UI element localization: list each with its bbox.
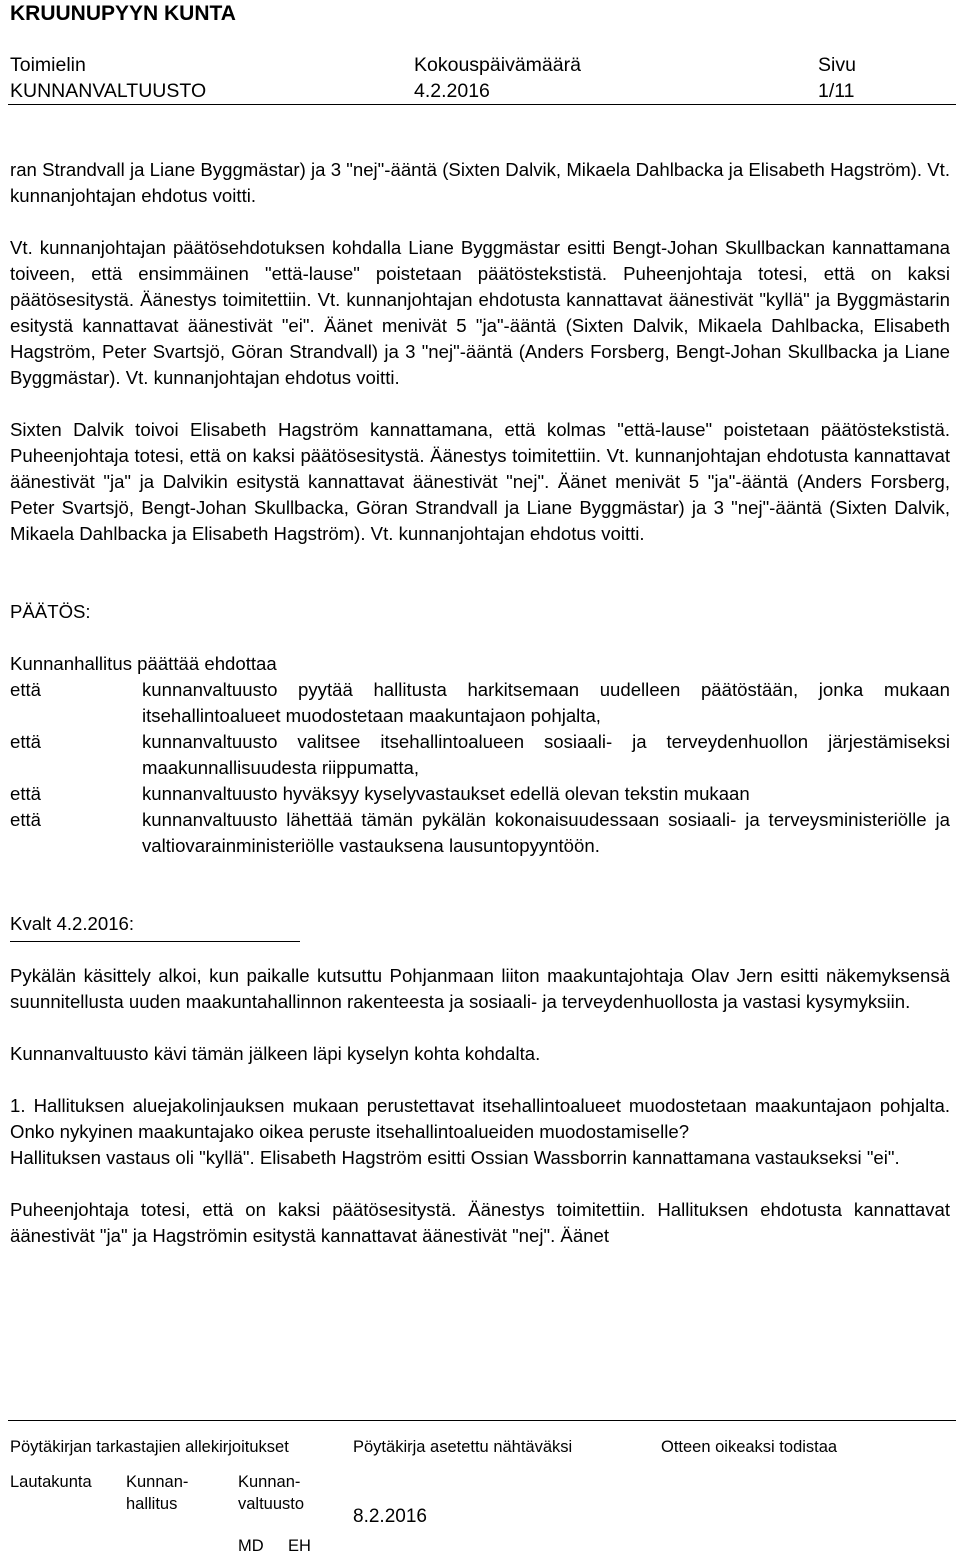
kvalt-heading: Kvalt 4.2.2016: xyxy=(10,913,135,934)
decision-intro: Kunnanhallitus päättää ehdottaa xyxy=(10,653,277,674)
paragraph-vote-3: Sixten Dalvik toivoi Elisabeth Hagström kannattamana, että kolmas "että-lause" poistetaan päätöstekstistä. Puheenjohtaja totesi, että on kaksi päätösesitystä. Äänestys toimitettiin. Vt. kunnanjohtajan ehdotusta kannattavat äänestivät "ja" ja Dalvikin esitystä kannattavat äänestivät "nej". Äänet menivät 5 "ja"-ääntä (Anders Forsberg, Peter Svartsjö, Bengt-Johan Skullbacka, Göran Strandvall ja Liane Byggmästar) ja 3 "nej"-ääntä (Sixten Dalvik, Mikaela Dahlbacka ja Elisabeth Hagström). Vt. kunnanjohtajan ehdotus voitti. xyxy=(10,419,950,544)
footer-col-kunnanvaltuusto-line1: Kunnan- xyxy=(238,1473,301,1491)
header-col1-value: KUNNANVALTUUSTO xyxy=(10,80,207,102)
footer-col-kunnanvaltuusto-line2: valtuusto xyxy=(238,1495,305,1513)
decision-item-label: että xyxy=(10,731,42,752)
header-col3-label: Sivu xyxy=(818,54,856,76)
organization-name: KRUUNUPYYN KUNTA xyxy=(10,2,236,25)
footer-col-kunnanhallitus-line2: hallitus xyxy=(126,1495,178,1513)
decision-item-text: kunnanvaltuusto valitsee itsehallintoalueen sosiaali- ja terveydenhuollon järjestämiseksi maakunnallisuudesta riippumatta, xyxy=(142,731,950,778)
decision-item-label: että xyxy=(10,679,42,700)
footer-posted-label: Pöytäkirja asetettu nähtäväksi xyxy=(353,1438,573,1456)
paragraph-vote-4: Puheenjohtaja totesi, että on kaksi päätösesitystä. Äänestys toimitettiin. Hallituksen ehdotusta kannattavat äänestivät "ja" ja Hagströmin esitystä kannattavat äänestivät "nej". Äänet xyxy=(10,1199,950,1246)
decision-item-label: että xyxy=(10,809,42,830)
decision-item-label: että xyxy=(10,783,42,804)
decision-item-text: kunnanvaltuusto lähettää tämän pykälän kokonaisuudessaan sosiaali- ja terveysministeriölle ja valtiovarainministeriölle vastauksena lausuntopyyntöön. xyxy=(142,809,950,856)
document-body xyxy=(10,157,950,1249)
footer-col-kunnanhallitus-line1: Kunnan- xyxy=(126,1473,189,1491)
footer-rule xyxy=(8,1420,956,1421)
footer-signatures-label: Pöytäkirjan tarkastajien allekirjoitukset xyxy=(10,1438,289,1456)
header-col2-label: Kokouspäivämäärä xyxy=(414,54,581,76)
decision-item xyxy=(10,677,950,729)
decision-item-text: kunnanvaltuusto pyytää hallitusta harkitsemaan uudelleen päätöstään, jonka mukaan itsehallintoalueet muodostetaan maakuntajaon pohjalta, xyxy=(142,679,950,726)
paragraph-vote-2: Vt. kunnanjohtajan päätösehdotuksen kohdalla Liane Byggmästar esitti Bengt-Johan Skullbackan kannattamana toiveen, että ensimmäinen "että-lause" poistetaan päätöstekstistä. Puheenjohtaja totesi, että on kaksi päätösesitystä. Äänestys toimitettiin. Vt. kunnanjohtajan ehdotusta kannattavat äänestivät "kyllä" ja Byggmästarin esitystä kannattavat äänestivät "ei". Äänet menivät 5 "ja"-ääntä (Sixten Dalvik, Mikaela Dahlbacka, Elisabeth Hagström, Peter Svartsjö, Göran Strandvall) ja 3 "nej"-ääntä (Anders Forsberg, Bengt-Johan Skullbacka ja Liane Byggmästar). Vt. kunnanjohtajan ehdotus voitti. xyxy=(10,237,950,388)
decision-separator-line xyxy=(10,941,300,942)
footer-col-lautakunta: Lautakunta xyxy=(10,1473,92,1491)
footer-initials-1: MD xyxy=(238,1537,264,1555)
footer-certified-label: Otteen oikeaksi todistaa xyxy=(661,1438,838,1456)
paragraph-kvalt-review: Kunnanvaltuusto kävi tämän jälkeen läpi kyselyn kohta kohdalta. xyxy=(10,1043,541,1064)
paragraph-question-1: 1. Hallituksen aluejakolinjauksen mukaan perustettavat itsehallintoalueet muodostetaan maakuntajaon pohjalta. Onko nykyinen maakuntajako oikea peruste itsehallintoalueiden muodostamiselle? xyxy=(10,1095,950,1142)
header-col2-value: 4.2.2016 xyxy=(414,80,490,102)
decision-heading: PÄÄTÖS: xyxy=(10,601,91,622)
decision-item xyxy=(10,781,950,807)
decision-item xyxy=(10,807,950,859)
header-col3-value: 1/11 xyxy=(818,80,855,102)
paragraph-question-1-answer: Hallituksen vastaus oli "kyllä". Elisabeth Hagström esitti Ossian Wassborrin kannattamana vastaukseksi "ei". xyxy=(10,1147,900,1168)
decision-item xyxy=(10,729,950,781)
header-rule xyxy=(8,104,956,105)
footer-initials-2: EH xyxy=(288,1537,311,1555)
paragraph-vote-1-end: ran Strandvall ja Liane Byggmästar) ja 3 "nej"-ääntä (Sixten Dalvik, Mikaela Dahlbacka ja Elisabeth Hagström). Vt. kunnanjohtajan ehdotus voitti. xyxy=(10,159,950,206)
header-col1-label: Toimielin xyxy=(10,54,86,76)
paragraph-kvalt-intro: Pykälän käsittely alkoi, kun paikalle kutsuttu Pohjanmaan liiton maakuntajohtaja Olav Jern esitti näkemyksensä suunnitellusta uuden maakuntahallinnon rakenteesta ja sosiaali- ja terveydenhuollosta ja vastasi kysymyksiin. xyxy=(10,965,950,1012)
footer-posted-date: 8.2.2016 xyxy=(353,1506,427,1527)
decision-item-text: kunnanvaltuusto hyväksyy kyselyvastaukset edellä olevan tekstin mukaan xyxy=(142,783,750,804)
